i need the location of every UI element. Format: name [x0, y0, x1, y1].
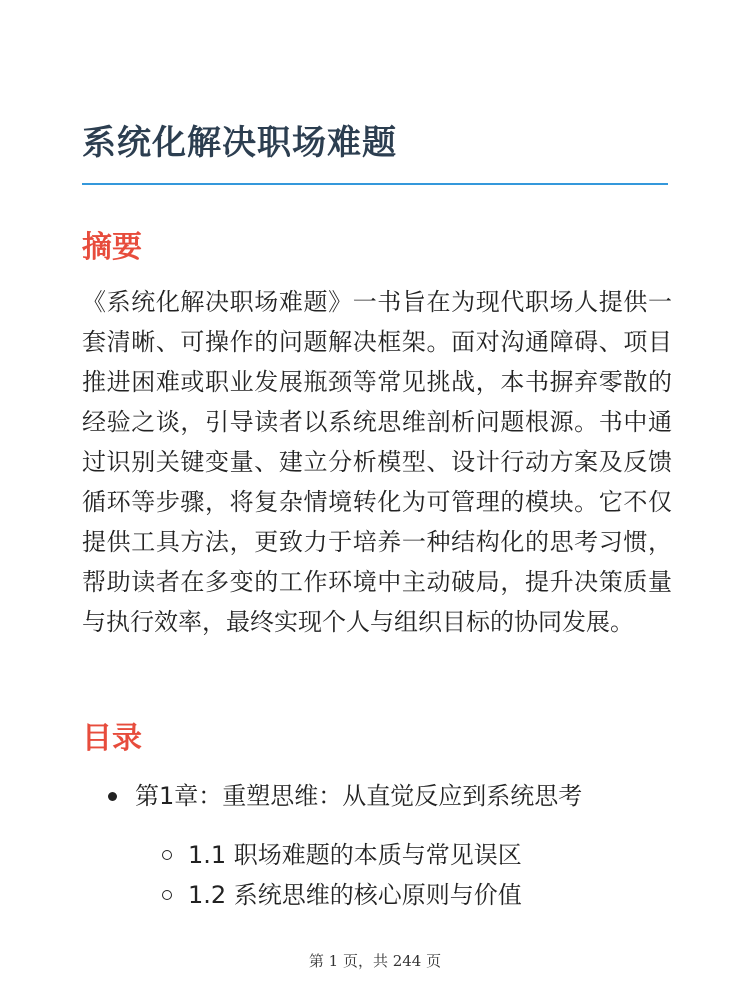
bullet-circle-icon — [162, 890, 172, 900]
toc-heading: 目录 — [82, 721, 142, 756]
toc-chapter-label: 第1章：重塑思维：从直觉反应到系统思考 — [135, 782, 583, 810]
abstract-heading: 摘要 — [82, 230, 142, 265]
title-divider — [82, 183, 668, 185]
bullet-disc-icon — [108, 792, 117, 801]
page-number-footer: 第 1 页，共 244 页 — [308, 952, 442, 970]
toc-section-label: 1.2 系统思维的核心原则与价值 — [188, 881, 522, 909]
toc-section-item[interactable] — [162, 877, 522, 913]
document-title: 系统化解决职场难题 — [82, 123, 397, 163]
bullet-circle-icon — [162, 850, 172, 860]
abstract-paragraph: 《系统化解决职场难题》一书旨在为现代职场人提供一套清晰、可操作的问题解决框架。面对沟通障碍、项目推进困难或职业发展瓶颈等常见挑战，本书摒弃零散的经验之谈，引导读者以系统思维剖析问题根源。书中通过识别关键变量、建立分析模型、设计行动方案及反馈循环等步骤，将复杂情境转化为可管理的模块。它不仅提供工具方法，更致力于培养一种结构化的思考习惯，帮助读者在多变的工作环境中主动破局，提升决策质量与执行效率，最终实现个人与组织目标的协同发展。 — [82, 288, 672, 636]
toc-section-label: 1.1 职场难题的本质与常见误区 — [188, 841, 522, 869]
toc-chapter-item[interactable] — [108, 778, 582, 814]
toc-section-item[interactable] — [162, 837, 522, 873]
